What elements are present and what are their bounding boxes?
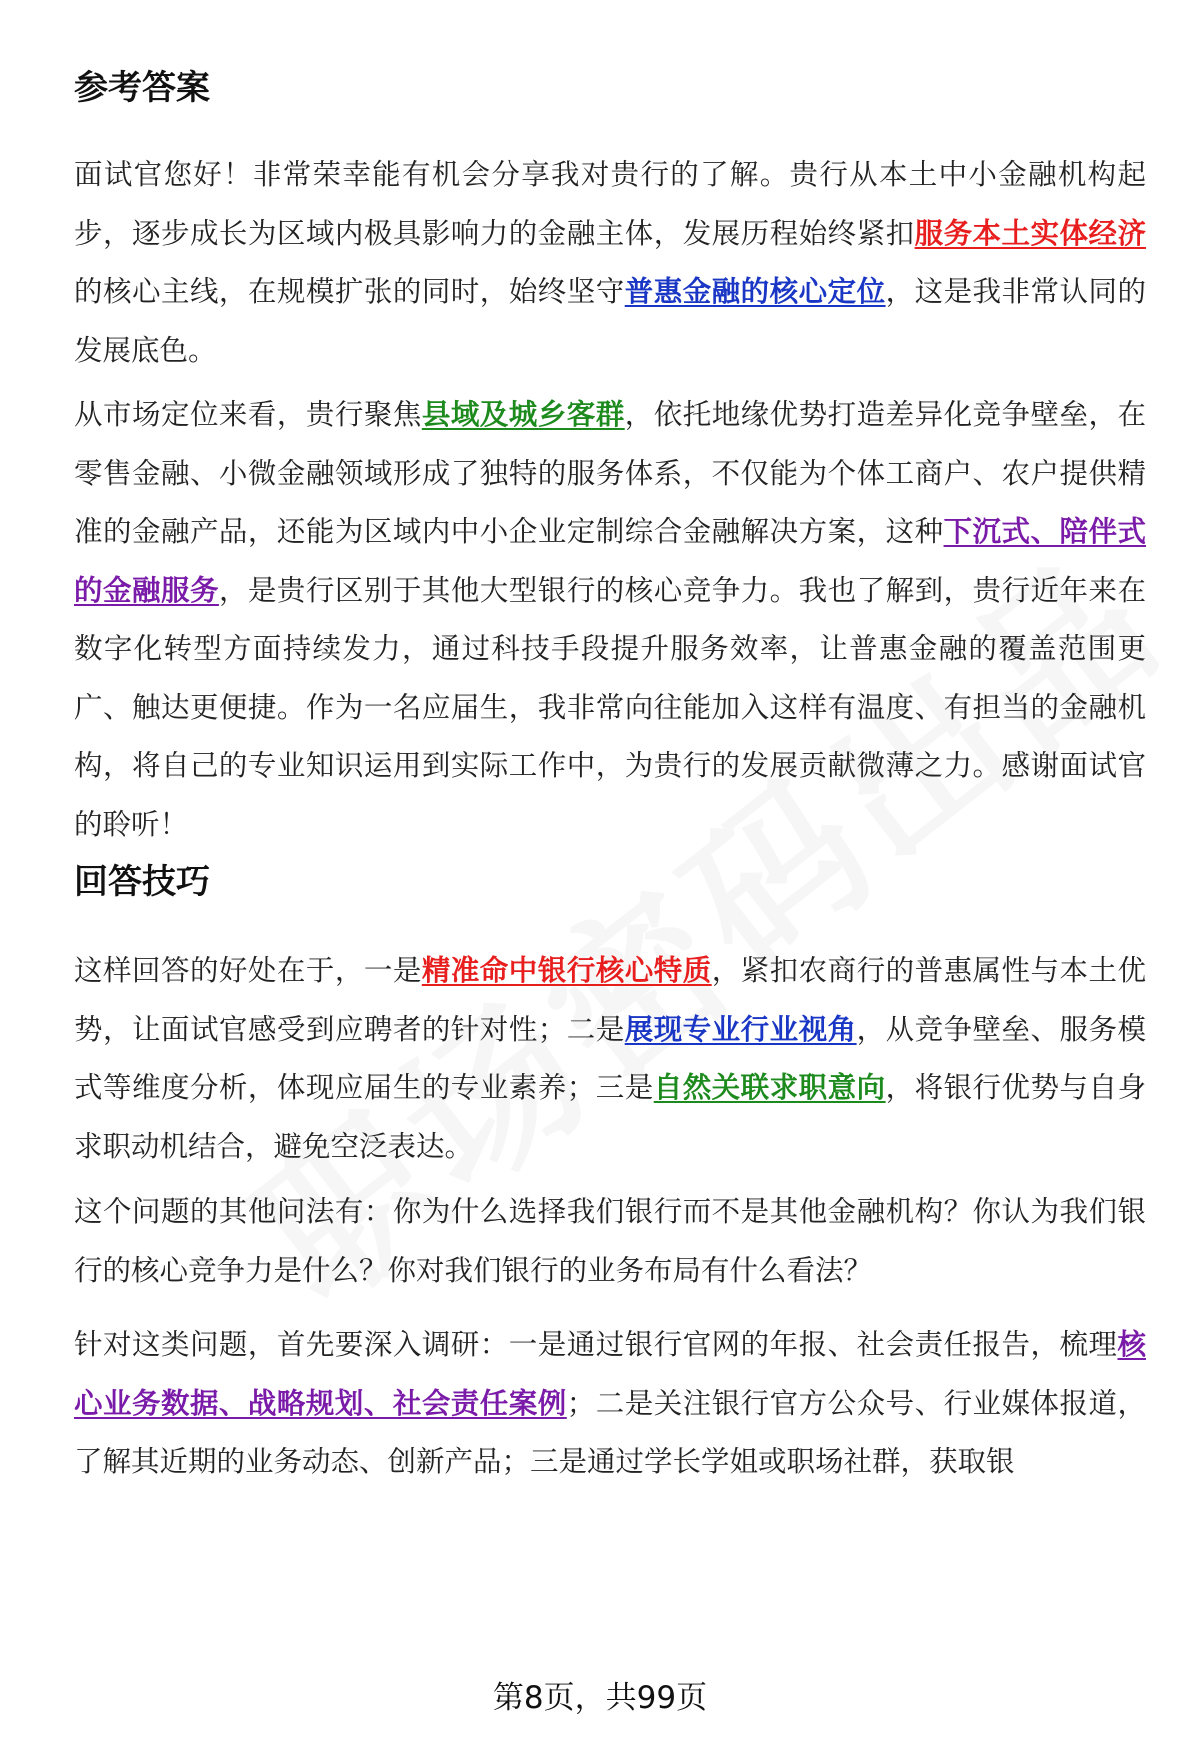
highlight-inclusive-finance: 普惠金融的核心定位 bbox=[624, 275, 886, 308]
paragraph-answer-intro: 面试官您好！非常荣幸能有机会分享我对贵行的了解。贵行从本土中小金融机构起步，逐步成长为区域内极具影响力的金融主体，发展历程始终紧扣服务本土实体经济的核心主线，在规模扩张的同时，始终坚守普惠金融的核心定位，这是我非常认同的发展底色。 bbox=[74, 158, 1146, 367]
heading-reference-answer: 参考答案 bbox=[74, 68, 210, 108]
paragraph-tips-research: 针对这类问题，首先要深入调研：一是通过银行官网的年报、社会责任报告，梳理核心业务数据、战略规划、社会责任案例；二是关注银行官方公众号、行业媒体报道，了解其近期的业务动态、创新产品；三是通过学长学姐或职场社群，获取银 bbox=[74, 1328, 1146, 1478]
highlight-core-traits: 精准命中银行核心特质 bbox=[421, 954, 712, 987]
paragraph-tips-variants: 这个问题的其他问法有：你为什么选择我们银行而不是其他金融机构？你认为我们银行的核心竞争力是什么？你对我们银行的业务布局有什么看法？ bbox=[74, 1195, 1146, 1287]
highlight-research-items: 核心业务数据、战略规划、社会责任案例 bbox=[74, 1328, 1146, 1420]
highlight-serve-local-economy: 服务本土实体经济 bbox=[914, 216, 1146, 250]
heading-answer-tips: 回答技巧 bbox=[74, 862, 210, 902]
paragraph-answer-market: 从市场定位来看，贵行聚焦县域及城乡客群，依托地缘优势打造差异化竞争壁垒，在零售金融、小微金融领域形成了独特的服务体系，不仅能为个体工商户、农户提供精准的金融产品，还能为区域内中小企业定制综合金融解决方案，这种下沉式、陪伴式的金融服务，是贵行区别于其他大型银行的核心竞争力。我也了解到，贵行近年来在数字化转型方面持续发力，通过科技手段提升服务效率，让普惠金融的覆盖范围更广、触达更便捷。作为一名应届生，我非常向往能加入这样有温度、有担当的金融机构，将自己的专业知识运用到实际工作中，为贵行的发展贡献微薄之力。感谢面试官的聆听！ bbox=[74, 398, 1146, 841]
page-number: 第8页，共99页 bbox=[492, 1680, 708, 1716]
highlight-accompanying-service: 下沉式、陪伴式的金融服务 bbox=[74, 515, 1146, 607]
highlight-job-intention: 自然关联求职意向 bbox=[653, 1071, 886, 1104]
paragraph-tips-benefits: 这样回答的好处在于，一是精准命中银行核心特质，紧扣农商行的普惠属性与本土优势，让面试官感受到应聘者的针对性；二是展现专业行业视角，从竞争壁垒、服务模式等维度分析，体现应届生的专业素养；三是自然关联求职意向，将银行优势与自身求职动机结合，避免空泛表达。 bbox=[74, 954, 1146, 1163]
highlight-professional-view: 展现专业行业视角 bbox=[624, 1012, 857, 1046]
highlight-county-customers: 县域及城乡客群 bbox=[421, 398, 625, 431]
